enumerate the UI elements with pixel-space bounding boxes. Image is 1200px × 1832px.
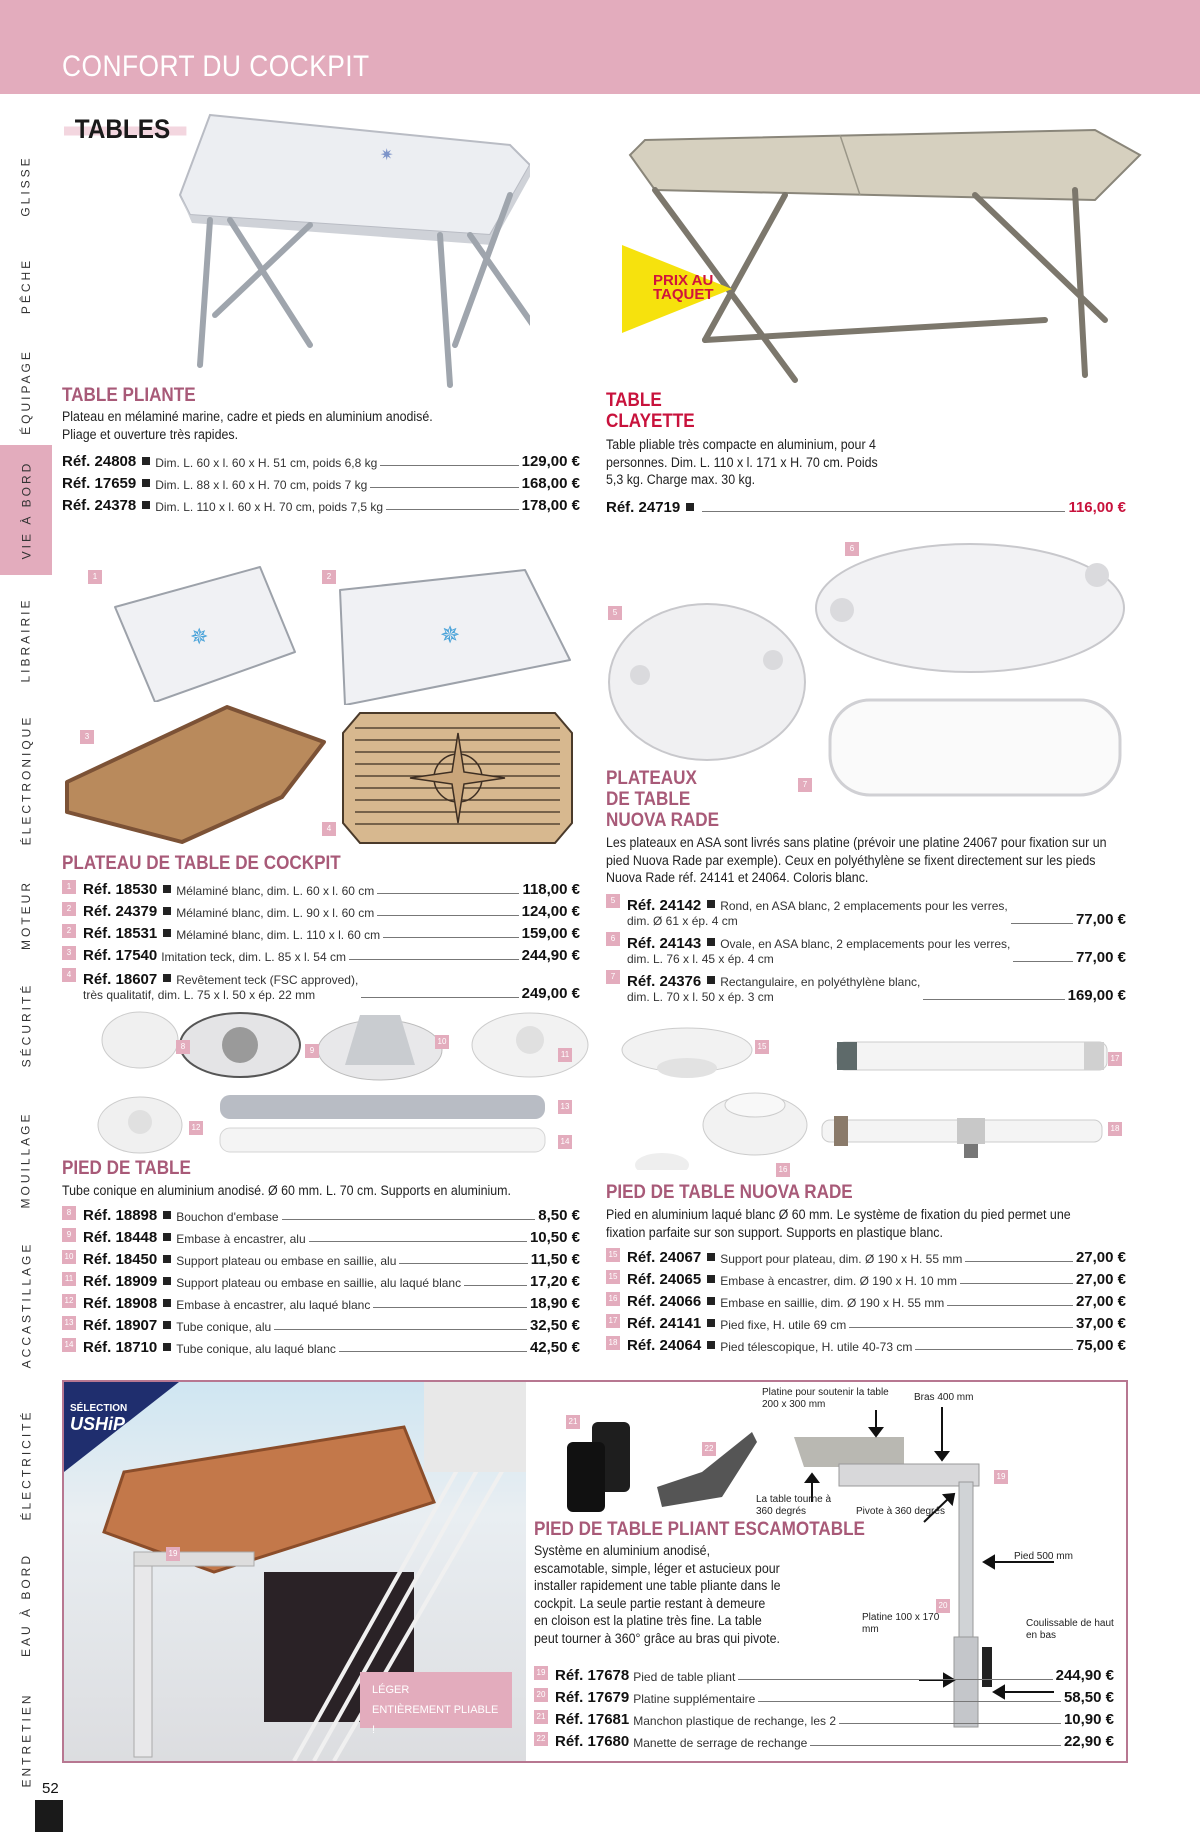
feature-tag: LÉGER ENTIÈREMENT PLIABLE ! (360, 1672, 512, 1728)
ref-row[interactable]: 3 Réf. 17540 Imitation teck, dim. L. 85 x l. 54 cm 244,90 € (62, 942, 580, 964)
product-desc-pied-table: Tube conique en aluminium anodisé. Ø 60 mm. L. 70 cm. Supports en aluminium. (62, 1183, 511, 1198)
product-title-pied-nuova: PIED DE TABLE NUOVA RADE (606, 1182, 853, 1203)
annotation-platine: Platine 100 x 170 mm (862, 1612, 940, 1635)
ref-row[interactable]: 2 Réf. 24379 Mélaminé blanc, dim. L. 90 x l. 60 cm 124,00 € (62, 898, 580, 920)
sidebar-item-moteur[interactable]: MOTEUR (19, 880, 33, 950)
product-title-pied-table: PIED DE TABLE (62, 1158, 191, 1179)
sidebar-item-electricite[interactable]: ÉLECTRICITÉ (19, 1409, 34, 1521)
square-bullet-icon (163, 1211, 171, 1219)
image-badge: 15 (755, 1040, 769, 1054)
nuova-leg-parts-image (612, 1020, 1132, 1170)
square-bullet-icon (142, 479, 150, 487)
image-badge: 2 (322, 570, 336, 584)
svg-text:✷: ✷ (380, 145, 394, 164)
image-badge: 8 (176, 1040, 190, 1054)
ref-row[interactable]: 22 Réf. 17680 Manette de serrage de rechange 22,90 € (534, 1728, 1114, 1750)
ref-row[interactable]: 18 Réf. 24064 Pied télescopique, H. utile 40-73 cm 75,00 € (606, 1332, 1126, 1354)
ref-row[interactable]: 16 Réf. 24066 Embase en saillie, dim. Ø 190 x H. 55 mm 27,00 € (606, 1288, 1126, 1310)
product-title-pied-escamotable: PIED DE TABLE PLIANT ESCAMOTABLE (534, 1519, 865, 1540)
ref-row[interactable]: 9 Réf. 18448 Embase à encastrer, alu 10,50 € (62, 1224, 580, 1246)
image-badge: 17 (1108, 1052, 1122, 1066)
ref-row[interactable]: 17 Réf. 24141 Pied fixe, H. utile 69 cm 37,00 € (606, 1310, 1126, 1332)
ref-row[interactable]: Réf. 24808 Dim. L. 60 x l. 60 x H. 51 cm, poids 6,8 kg 129,00 € (62, 453, 580, 470)
product-desc-table-clayette: Table pliable très compacte en aluminium, pour 4 personnes. Dim. L. 110 x l. 171 x H. 70 cm. Poids 5,3 kg. Charge max. 30 kg. (606, 437, 878, 487)
image-badge: 14 (558, 1135, 572, 1149)
promo-badge-text: PRIX AU TAQUET (653, 272, 714, 303)
image-badge: 4 (322, 822, 336, 836)
svg-text:✵: ✵ (440, 621, 461, 649)
product-title-table-clayette: TABLE CLAYETTE (606, 390, 695, 432)
ref-row[interactable]: Réf. 24378 Dim. L. 110 x l. 60 x H. 70 cm, poids 7,5 kg 178,00 € (62, 497, 580, 514)
ref-list-pied-nuova (606, 1244, 1126, 1354)
annotation-platine-table: Platine pour soutenir la table 200 x 300 mm (762, 1387, 889, 1410)
square-bullet-icon (163, 1255, 171, 1263)
ref-row[interactable]: 10 Réf. 18450 Support plateau ou embase en saillie, alu 11,50 € (62, 1246, 580, 1268)
annotation-coulissable: Coulissable de haut en bas (1026, 1618, 1114, 1641)
uship-badge-text: SÉLECTION USHiP (70, 1403, 128, 1434)
image-badge: 11 (558, 1048, 572, 1062)
ref-row[interactable]: 5 Réf. 24142 Rond, en ASA blanc, 2 emplacements pour les verres, dim. Ø 61 x ép. 4 cm 77,00 € (606, 890, 1126, 928)
product-desc-table-pliante: Plateau en mélaminé marine, cadre et pieds en aluminium anodisé. Pliage et ouverture très rapides. (62, 409, 433, 442)
sidebar-item-peche[interactable]: PÊCHE (19, 257, 33, 315)
square-bullet-icon (707, 1341, 715, 1349)
ref-list-table-clayette (606, 494, 1126, 516)
annotation-bras: Bras 400 mm (914, 1392, 974, 1403)
square-bullet-icon (686, 503, 694, 511)
square-bullet-icon (163, 1321, 171, 1329)
square-bullet-icon (163, 974, 171, 982)
sidebar-item-accastillage[interactable]: ACCASTILLAGE (19, 1241, 34, 1369)
image-badge: 19 (166, 1547, 180, 1561)
product-desc-plateaux-nuova: Les plateaux en ASA sont livrés sans platine (prévoir une platine 24067 pour fixation sur un pied Nuova Rade par exemple). Ceux en polyéthylène se fixent directement sur les pieds Nuova Rade réf. 24141 et 24064. Coloris blanc. (606, 835, 1107, 885)
ref-row[interactable]: 4 Réf. 18607 Revêtement teck (FSC approved), très qualitatif, dim. L. 75 x l. 50 x ép. 22 mm 249,00 € (62, 964, 580, 1002)
ref-list-pied-table (62, 1202, 580, 1356)
image-badge: 18 (1108, 1122, 1122, 1136)
square-bullet-icon (707, 1319, 715, 1327)
square-bullet-icon (163, 1343, 171, 1351)
square-bullet-icon (163, 885, 171, 893)
product-title-plateaux-nuova: PLATEAUX DE TABLE NUOVA RADE (606, 768, 720, 831)
ref-row[interactable]: 12 Réf. 18908 Embase à encastrer, alu laqué blanc 18,90 € (62, 1290, 580, 1312)
ref-row[interactable]: 19 Réf. 17678 Pied de table pliant 244,90 € (534, 1662, 1114, 1684)
ref-row[interactable]: 7 Réf. 24376 Rectangulaire, en polyéthylène blanc, dim. L. 70 x l. 50 x ép. 3 cm 169,00 € (606, 966, 1126, 1004)
tabletop-3-teak-image (62, 702, 332, 847)
ref-row[interactable]: 15 Réf. 24065 Embase à encastrer, dim. Ø 190 x H. 10 mm 27,00 € (606, 1266, 1126, 1288)
image-badge: 20 (936, 1599, 950, 1613)
square-bullet-icon (142, 501, 150, 509)
product-desc-pied-nuova: Pied en aluminium laqué blanc Ø 60 mm. Le système de fixation du pied permet une fixation parfaite sur son support. Supports en plastique blanc. (606, 1207, 1071, 1240)
ref-row[interactable]: 11 Réf. 18909 Support plateau ou embase en saillie, alu laqué blanc 17,20 € (62, 1268, 580, 1290)
tabletop-2-image (335, 565, 575, 705)
square-bullet-icon (163, 1277, 171, 1285)
ref-row[interactable]: 14 Réf. 18710 Tube conique, alu laqué blanc 42,50 € (62, 1334, 580, 1356)
square-bullet-icon (707, 938, 715, 946)
category-sidebar (0, 140, 52, 1788)
square-bullet-icon (163, 907, 171, 915)
square-bullet-icon (142, 457, 150, 465)
rectangular-tabletop-image (825, 695, 1125, 800)
feature-box-pied-escamotable (62, 1380, 1128, 1763)
square-bullet-icon (163, 1233, 171, 1241)
sidebar-item-entretien[interactable]: ENTRETIEN (19, 1692, 34, 1788)
ref-row[interactable]: 2 Réf. 18531 Mélaminé blanc, dim. L. 110 x l. 60 cm 159,00 € (62, 920, 580, 942)
square-bullet-icon (707, 1253, 715, 1261)
square-bullet-icon (163, 1299, 171, 1307)
tabletop-1-image (110, 562, 300, 702)
ref-row[interactable]: Réf. 17659 Dim. L. 88 x l. 60 x H. 70 cm, poids 7 kg 168,00 € (62, 475, 580, 492)
ref-row[interactable]: 20 Réf. 17679 Platine supplémentaire 58,50 € (534, 1684, 1114, 1706)
page-number: 52 (42, 1780, 59, 1797)
annotation-pied: Pied 500 mm (1014, 1551, 1073, 1562)
sidebar-item-mouillage[interactable]: MOUILLAGE (19, 1111, 33, 1209)
product-title-plateau-cockpit: PLATEAU DE TABLE DE COCKPIT (62, 853, 341, 874)
ref-row[interactable]: 1 Réf. 18530 Mélaminé blanc, dim. L. 60 x l. 60 cm 118,00 € (62, 876, 580, 898)
image-badge: 16 (776, 1163, 790, 1177)
image-badge: 6 (845, 542, 859, 556)
image-badge: 7 (798, 778, 812, 792)
image-badge: 22 (702, 1442, 716, 1456)
sidebar-item-securite[interactable]: SÉCURITÉ (19, 982, 33, 1068)
ref-row[interactable]: 13 Réf. 18907 Tube conique, alu 32,50 € (62, 1312, 580, 1334)
ref-list-table-pliante (62, 448, 580, 514)
square-bullet-icon (707, 1297, 715, 1305)
square-bullet-icon (707, 900, 715, 908)
round-tabletop-image (605, 600, 810, 765)
image-badge: 10 (435, 1035, 449, 1049)
folding-table-image (170, 95, 530, 395)
annotation-table-tourne: La table tourne à 360 degrés (756, 1494, 832, 1517)
sidebar-item-glisse[interactable]: GLISSE (19, 155, 34, 217)
sleeves-and-handle-image (562, 1412, 762, 1522)
ref-row[interactable]: 15 Réf. 24067 Support pour plateau, dim. Ø 190 x H. 55 mm 27,00 € (606, 1244, 1126, 1266)
image-badge: 1 (88, 570, 102, 584)
sidebar-item-electronique[interactable]: ÉLECTRONIQUE (19, 714, 33, 846)
ref-list-plateau-cockpit (62, 876, 580, 1002)
image-badge: 13 (558, 1100, 572, 1114)
ref-row[interactable]: 8 Réf. 18898 Bouchon d'embase 8,50 € (62, 1202, 580, 1224)
section-label: TABLES (64, 114, 186, 145)
ref-row[interactable]: Réf. 24719 116,00 € (606, 499, 1126, 516)
sidebar-item-librairie[interactable]: LIBRAIRIE (19, 597, 33, 683)
svg-text:✵: ✵ (190, 625, 209, 650)
page-title: CONFORT DU COCKPIT (62, 50, 370, 83)
sidebar-item-vie-a-bord[interactable]: VIE À BORD (0, 445, 52, 575)
ref-list-plateaux-nuova (606, 890, 1126, 1004)
oval-tabletop-image (812, 540, 1130, 680)
product-title-table-pliante: TABLE PLIANTE (62, 385, 196, 406)
square-bullet-icon (163, 929, 171, 937)
square-bullet-icon (707, 1275, 715, 1283)
sidebar-item-equipage[interactable]: ÉQUIPAGE (19, 349, 34, 435)
ref-row[interactable]: 21 Réf. 17681 Manchon plastique de rechange, les 2 10,90 € (534, 1706, 1114, 1728)
image-badge: 19 (994, 1470, 1008, 1484)
ref-list-pied-escamotable (534, 1662, 1114, 1750)
page-tab (35, 1800, 63, 1832)
ref-row[interactable]: 6 Réf. 24143 Ovale, en ASA blanc, 2 emplacements pour les verres, dim. L. 76 x l. 45 x ép. 4 cm 77,00 € (606, 928, 1126, 966)
annotation-pivote: Pivote à 360 degrés (856, 1506, 945, 1517)
image-badge: 21 (566, 1415, 580, 1429)
image-badge: 5 (608, 606, 622, 620)
product-desc-pied-escamotable: Système en aluminium anodisé, escamotable, simple, léger et astucieux pour installer rapidement une table pliante dans le cockpit. La seule partie restant à demeure en cloison est la platine très fine. La table peut tourner à 360° grâce au bras qui pivote. (534, 1543, 781, 1646)
image-badge: 12 (189, 1121, 203, 1135)
sidebar-item-eau-a-bord[interactable]: EAU À BORD (19, 1552, 34, 1658)
cockpit-photo (64, 1382, 526, 1761)
square-bullet-icon (707, 976, 715, 984)
tabletop-4-teak-image (340, 708, 580, 848)
image-badge: 3 (80, 730, 94, 744)
table-leg-parts-image (95, 1010, 595, 1155)
image-badge: 9 (305, 1044, 319, 1058)
